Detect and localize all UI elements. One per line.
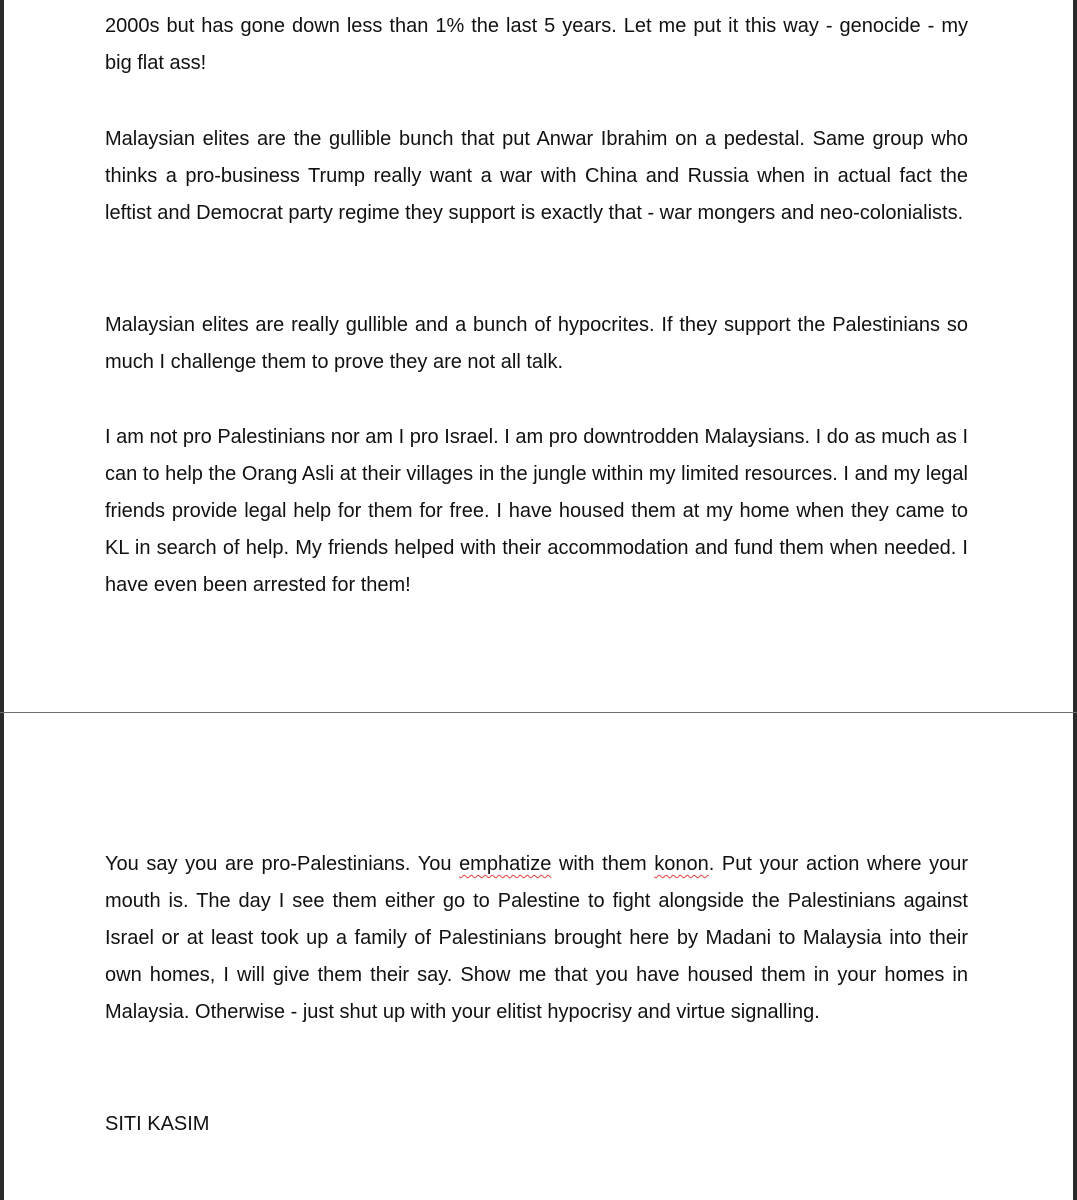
misspelled-word-emphatize[interactable]: emphatize [459,853,552,875]
paragraph-3: Malaysian elites are really gullible and a bunch of hypocrites. If they support the Palestinians so much I challenge them to prove they are not all talk. [105,314,968,373]
page-edge-left [0,0,4,1200]
paragraph-5-text-b: with them [551,853,655,875]
page-edge-right [1073,0,1077,1200]
page-break-separator [0,712,1077,713]
misspelled-word-konon[interactable]: konon [654,853,709,875]
paragraph-5 [105,846,968,1031]
cut-off-text-line [105,0,968,8]
paragraph-2: Malaysian elites are the gullible bunch that put Anwar Ibrahim on a pedestal. Same group who thinks a pro-business Trump really want a war with China and Russia when in actual fact the leftist and Democrat party regime they support is exactly that - war mongers and neo-colonialists. [105,128,968,224]
author-signature: SITI KASIM [105,1113,210,1135]
paragraph-4: I am not pro Palestinians nor am I pro Israel. I am pro downtrodden Malaysians. I do as much as I can to help the Orang Asli at their villages in the jungle within my limited resources. I and my legal friends provide legal help for them for free. I have housed them at my home when they came to KL in search of help. My friends helped with their accommodation and fund them when needed. I have even been arrested for them! [105,426,968,596]
paragraph-5-text-a: You say you are pro-Palestinians. You [105,853,460,875]
paragraph-1: 2000s but has gone down less than 1% the last 5 years. Let me put it this way - genocide - my big flat ass! [105,15,968,74]
paragraph-5-text-c: . Put your action where your mouth is. The day I see them either go to Palestine to fight alongside the Palestinians against Israel or at least took up a family of Palestinians brought here by Madani to Malaysia into their own homes, I will give them their say. Show me that you have housed them in your homes in Malaysia. Otherwise - just shut up with your elitist hypocrisy and virtue signalling. [105,853,969,1023]
